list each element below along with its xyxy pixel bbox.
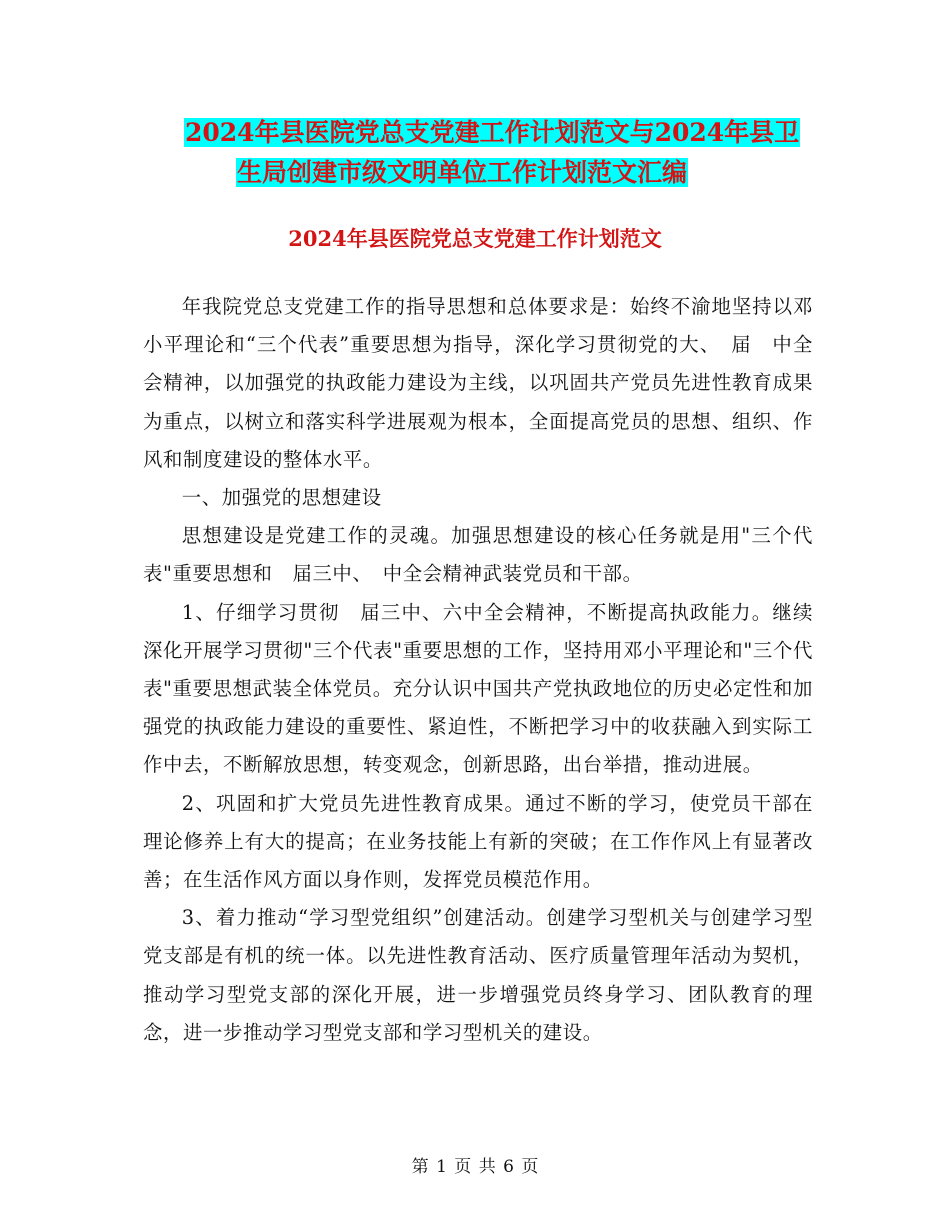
title-highlight-1: 2024年县医院党总支党建工作计划范文与2024年县卫 <box>185 118 800 147</box>
document-title-line-2 <box>236 154 688 192</box>
body-paragraph: 思想建设是党建工作的灵魂。加强思想建设的核心任务就是用"三个代表"重要思想和 届三中、 中全会精神武装党员和干部。 <box>143 524 813 586</box>
page-footer: 第 1 页 共 6 页 <box>411 1157 539 1177</box>
section-heading: 一、加强党的思想建设 <box>181 486 382 510</box>
body-paragraph: 1、仔细学习贯彻 届三中、六中全会精神，不断提高执政能力。继续深化开展学习贯彻"三个代表"重要思想的工作，坚持用邓小平理论和"三个代表"重要思想武装全体党员。充分认识中国共产党执政地位的历史必定性和加强党的执政能力建设的重要性、紧迫性，不断把学习中的收获融入到实际工作中去，不断解放思想，转变观念，创新思路，出台举措，推动进展。 <box>143 600 813 777</box>
body-paragraph: 年我院党总支党建工作的指导思想和总体要求是：始终不渝地坚持以邓小平理论和“三个代表”重要思想为指导，深化学习贯彻党的大、 届 中全会精神，以加强党的执政能力建设为主线，以巩固共产党员先进性教育成果为重点，以树立和落实科学进展观为根本，全面提高党员的思想、组织、作风和制度建设的整体水平。 <box>143 295 813 471</box>
body-paragraph: 3、着力推动“学习型党组织”创建活动。创建学习型机关与创建学习型党支部是有机的统一体。以先进性教育活动、医疗质量管理年活动为契机，推动学习型党支部的深化开展，进一步增强党员终身学习、团队教育的理念，进一步推动学习型党支部和学习型机关的建设。 <box>143 906 813 1044</box>
body-paragraph: 2、巩固和扩大党员先进性教育成果。通过不断的学习，使党员干部在理论修养上有大的提高；在业务技能上有新的突破；在工作作风上有显著改善；在生活作风方面以身作则，发挥党员模范作用。 <box>143 791 813 892</box>
title-highlight-2: 生局创建市级文明单位工作计划范文汇编 <box>237 158 688 187</box>
document-body <box>143 288 813 1052</box>
document-title-line-1 <box>184 114 800 152</box>
section-title: 2024年县医院党总支党建工作计划范文 <box>288 226 662 251</box>
